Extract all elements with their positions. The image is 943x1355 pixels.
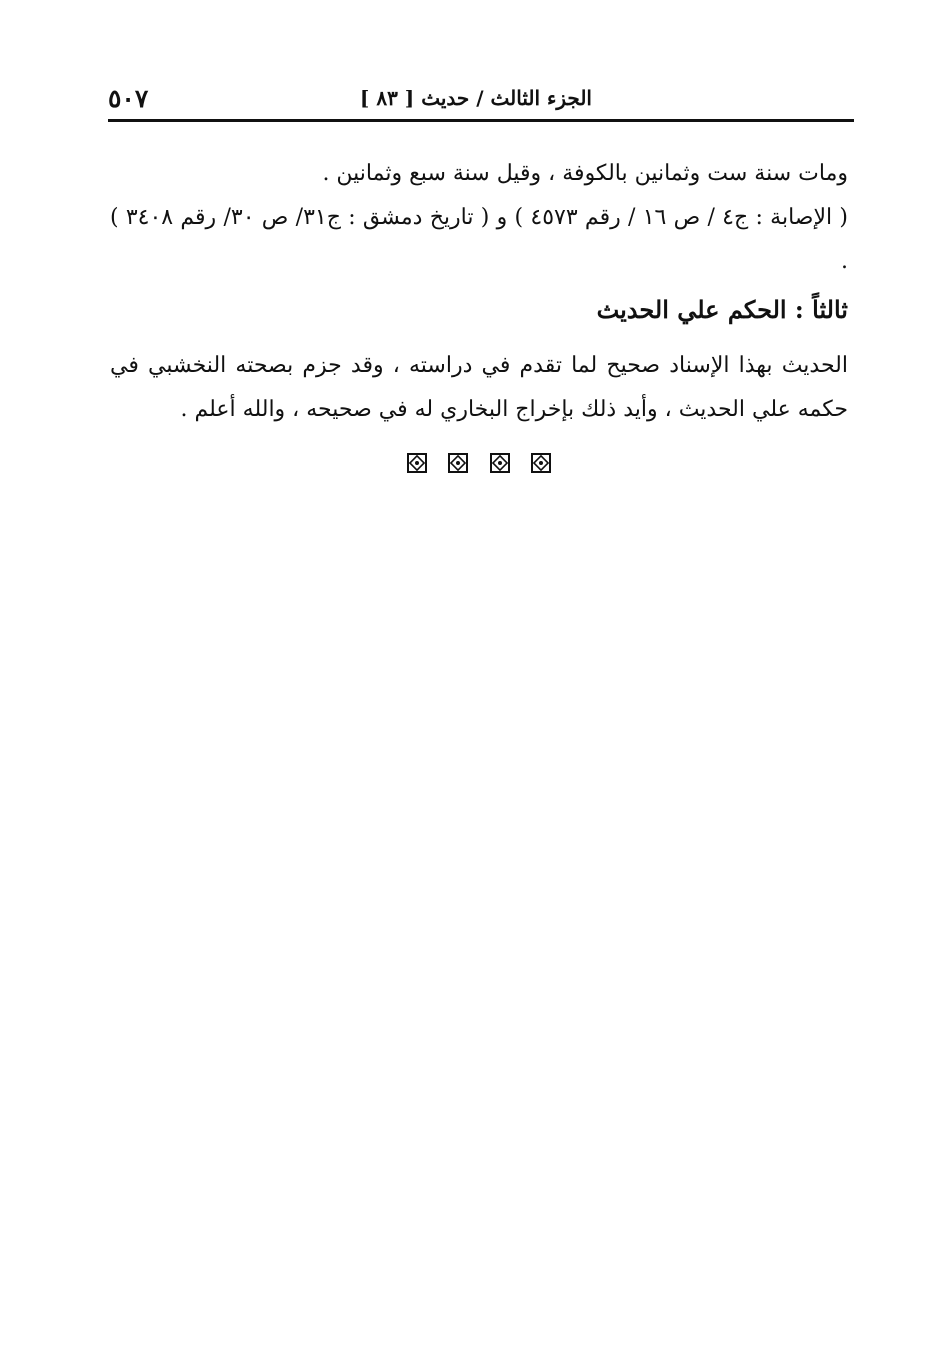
- header-rule: [108, 119, 854, 122]
- sources-paragraph: ( الإصابة : ج٤ / ص ١٦ / رقم ٤٥٧٣ ) و ( تاريخ دمشق : ج٣١/ ص ٣٠/ رقم ٣٤٠٨ ) .: [110, 205, 848, 274]
- ornament-square-icon: [490, 453, 510, 473]
- page-number: ٥٠٧: [108, 84, 149, 113]
- ruling-paragraph: الحديث بهذا الإسناد صحيح لما تقدم في دراسته ، وقد جزم بصحته النخشبي في حكمه علي الحديث ، وأيد ذلك بإخراج البخاري له في صحيحه ، والله أعلم .: [110, 353, 848, 422]
- page-content: [110, 152, 848, 473]
- death-note-paragraph: ومات سنة ست وثمانين بالكوفة ، وقيل سنة سبع وثمانين .: [322, 161, 848, 186]
- ornament-square-icon: [448, 453, 468, 473]
- running-head: [108, 82, 854, 118]
- section-heading: ثالثاً : الحكم علي الحديث: [596, 295, 848, 324]
- running-title: الجزء الثالث / حديث [ ٨٣ ]: [359, 86, 592, 110]
- ornament-square-icon: [531, 453, 551, 473]
- ornament-square-icon: [407, 453, 427, 473]
- closing-ornaments: [110, 452, 848, 473]
